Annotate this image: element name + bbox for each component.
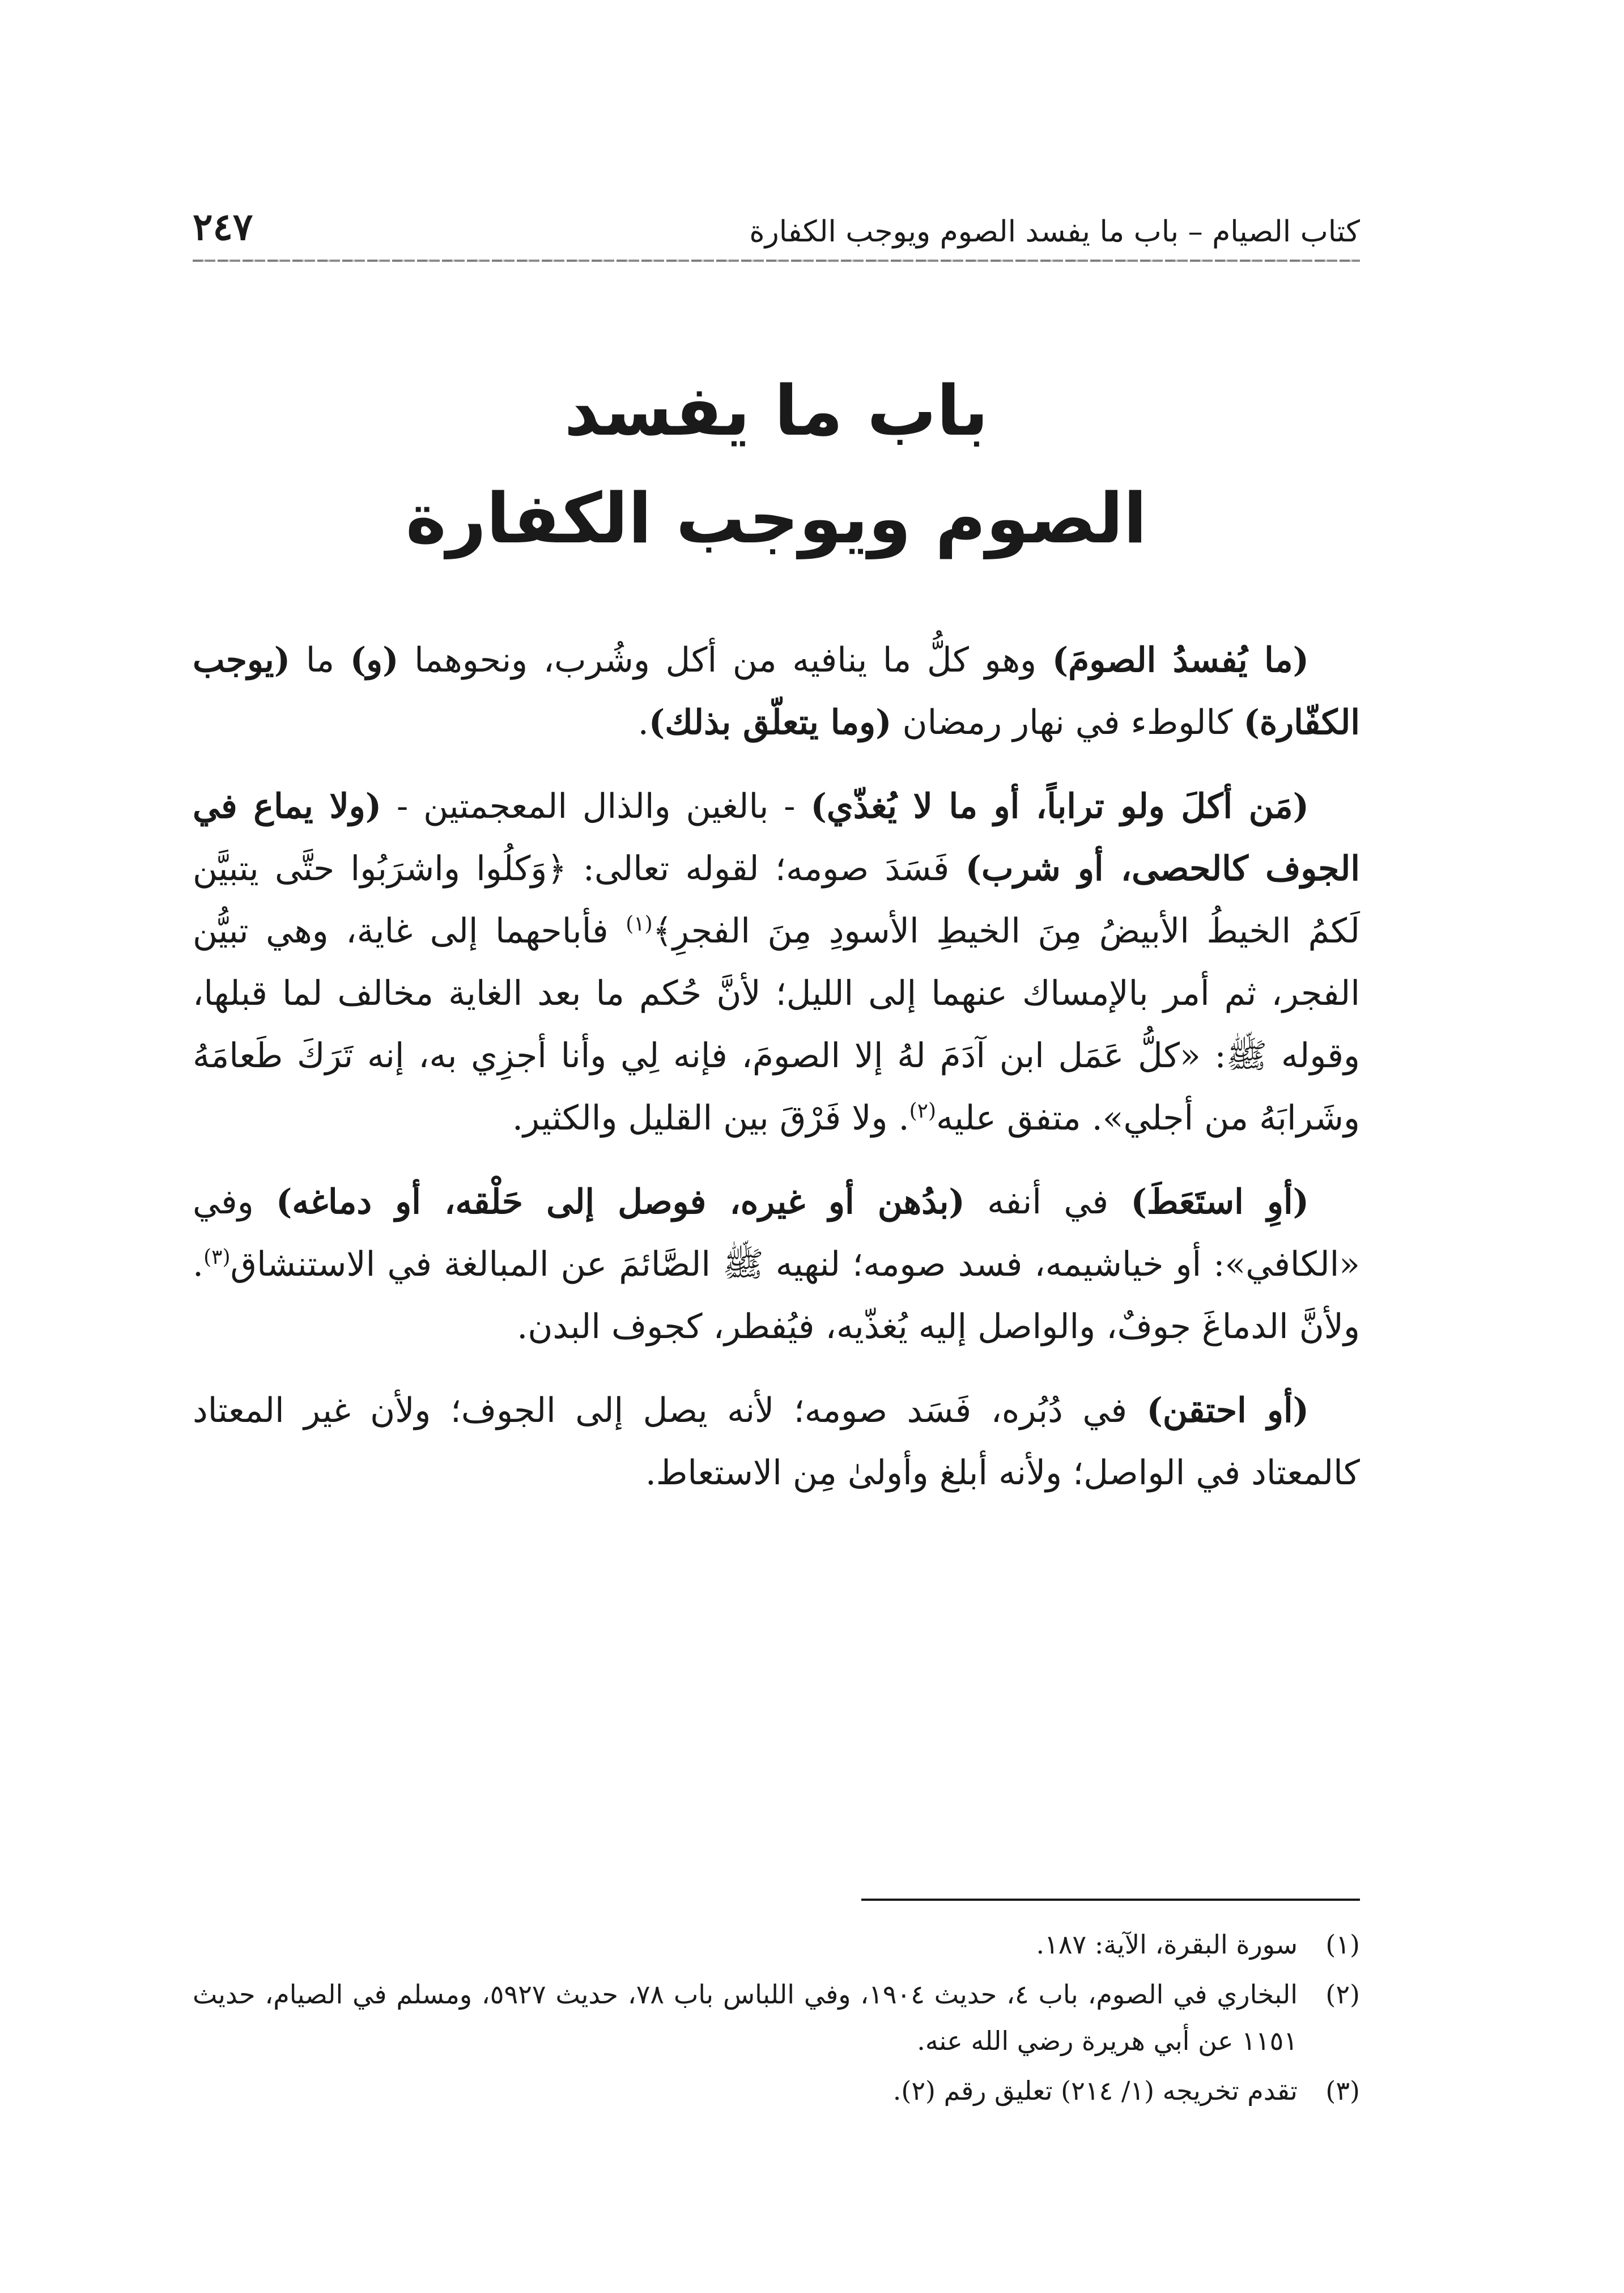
footnote-2 [193, 1971, 1360, 2064]
commentary-text: - بالغين والذال المعجمتين - [381, 787, 811, 826]
paragraph-1 [193, 629, 1360, 754]
matn-phrase: (يوجب الكفّارة) [193, 640, 1360, 742]
footnote-number: (٢) [1325, 1979, 1360, 2010]
footnote-text: البخاري في الصوم، باب ٤، حديث ١٩٠٤، وفي اللباس باب ٧٨، حديث ٥٩٢٧، ومسلم في الصيام، حديث ١١٥١ عن أبي هريرة رضي الله عنه. [193, 1979, 1298, 2056]
footnote-text: تقدم تخريجه (١/ ٢١٤) تعليق رقم (٢). [892, 2075, 1298, 2106]
chapter-title-line-2: الصوم ويوجب الكفارة [405, 478, 1147, 559]
footnote-number: (١) [1325, 1929, 1360, 1960]
commentary-text: فأباحهما إلى غاية، وهي تبيُّن الفجر، ثم أمر بالإمساك عنهما إلى الليل؛ لأنَّ حُكم ما بعد الغاية مخالف لما قبلها، وقوله ﷺ: «كلُّ عَمَل ابن آدَمَ لهُ إلا الصومَ، فإنه لِي وأنا أجزِي به، إنه تَرَكَ طَعامَهُ وشَرابَهُ من أجلي». متفق عليه [193, 911, 1360, 1138]
footnote-ref-3[interactable]: (٣) [203, 1246, 231, 1269]
footnote-3 [193, 2067, 1360, 2114]
running-header [193, 187, 1360, 249]
commentary-text: وفي «الكافي»: أو خياشيمه، فسد صومه؛ لنهيه ﷺ الصَّائمَ عن المبالغة في الاستنشاق [193, 1182, 1360, 1284]
matn-phrase: (ما يُفسدُ الصومَ) [1052, 640, 1309, 680]
footnotes [193, 1921, 1360, 2117]
paragraph-3 [193, 1171, 1360, 1358]
commentary-text: في أنفه [964, 1182, 1131, 1222]
chapter-title [193, 357, 1360, 572]
footnote-1 [193, 1921, 1360, 1968]
commentary-text: كالوطء في نهار رمضان [891, 703, 1244, 742]
matn-phrase: (بدُهن أو غيره، فوصل إلى حَلْقه، أو دماغه) [276, 1182, 965, 1222]
commentary-text: . [637, 703, 649, 742]
footnote-number: (٣) [1325, 2075, 1360, 2106]
footnote-ref-1[interactable]: (١) [626, 912, 653, 936]
page-number: ٢٤٧ [193, 204, 253, 249]
footnote-divider [861, 1899, 1360, 1901]
footnote-ref-2[interactable]: (٢) [909, 1099, 937, 1123]
commentary-text: في دُبُره، فَسَد صومه؛ لأنه يصل إلى الجوف؛ ولأن غير المعتاد كالمعتاد في الواصل؛ ولأنه أبلغ وأولىٰ مِن الاستعاط. [193, 1391, 1360, 1493]
footnote-text: سورة البقرة، الآية: ١٨٧. [1036, 1929, 1298, 1960]
body-text [193, 629, 1360, 1526]
matn-phrase: (وما يتعلّق بذلك) [648, 703, 892, 742]
matn-phrase: (مَن أكلَ ولو تراباً، أو ما لا يُغذّي) [810, 787, 1309, 826]
commentary-text: فَسَدَ صومه؛ لقوله تعالى: ﴿وَكلُوا واشرَبُوا حتَّى يتبيَّن لَكمُ الخيطُ الأبيضُ مِنَ الخيطِ الأسودِ مِنَ الفجرِ﴾ [193, 849, 1360, 951]
matn-phrase: (أوِ استَعَطَ) [1130, 1182, 1309, 1222]
commentary-text: وهو كلُّ ما ينافيه من أكل وشُرب، ونحوهما [398, 640, 1052, 680]
commentary-text: ما [290, 640, 350, 680]
matn-phrase: (أو احتقن) [1146, 1391, 1310, 1430]
commentary-text: . ولا فَرْقَ بين القليل والكثير. [512, 1098, 909, 1138]
chapter-title-line-1: باب ما يفسد [564, 371, 989, 451]
matn-phrase: (ولا يماع في الجوف كالحصى، أو شرب) [193, 787, 1360, 889]
matn-phrase: (و) [350, 640, 399, 680]
book-page [193, 187, 1360, 2227]
paragraph-2 [193, 775, 1360, 1149]
header-divider [193, 260, 1360, 262]
commentary-text: . ولأنَّ الدماغَ جوفٌ، والواصل إليه يُغذّيه، فيُفطر، كجوف البدن. [193, 1245, 1360, 1347]
paragraph-4 [193, 1379, 1360, 1504]
running-title: كتاب الصيام – باب ما يفسد الصوم ويوجب الكفارة [749, 214, 1360, 249]
